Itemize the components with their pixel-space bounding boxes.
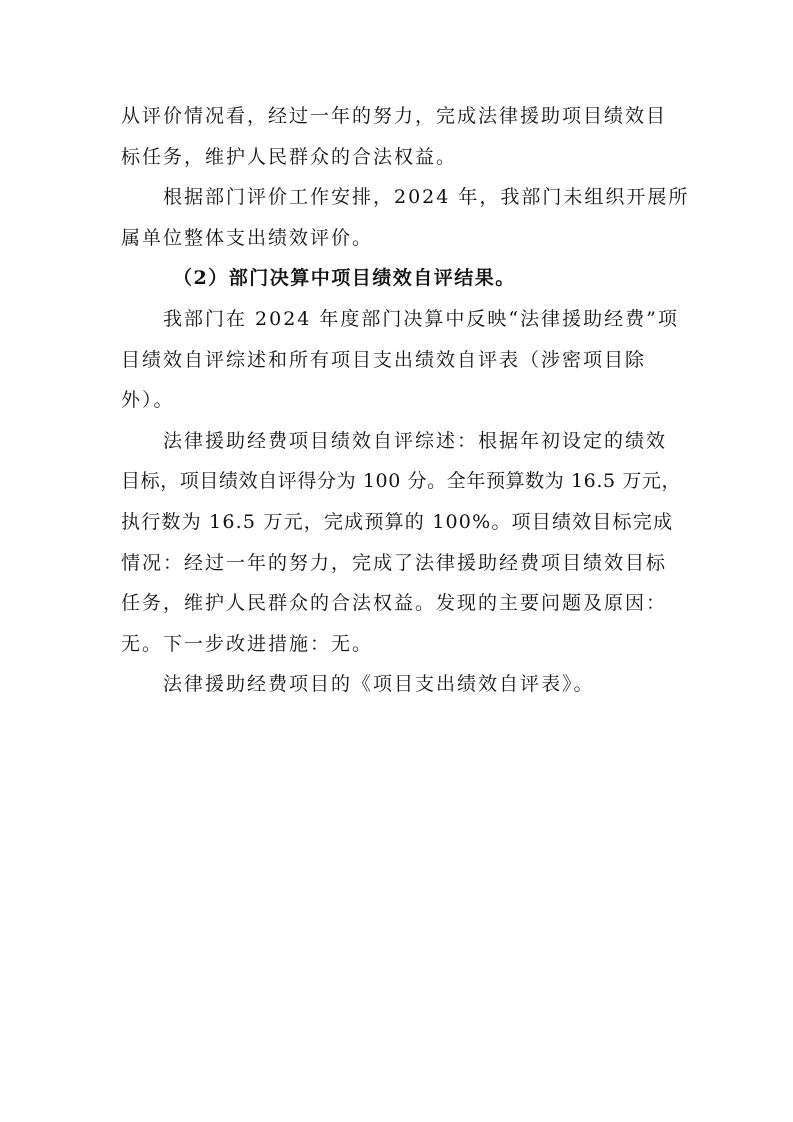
document-body	[121, 96, 690, 705]
text-line: 目绩效自评综述和所有项目支出绩效自评表（涉密项目除	[121, 348, 647, 371]
text-line: 目标，项目绩效自评得分为 100 分。全年预算数为 16.5 万元，	[121, 470, 682, 493]
section-heading-text: （2）部门决算中项目绩效自评结果。	[173, 267, 516, 290]
text-line: 无。下一步改进措施：无。	[121, 632, 374, 655]
text-line: 标任务，维护人民群众的合法权益。	[121, 145, 458, 168]
text-line: 我部门在 2024 年度部门决算中反映“法律援助经费”项	[163, 307, 679, 330]
paragraph-project-summary	[121, 299, 681, 421]
text-line: 根据部门评价工作安排，2024 年，我部门未组织开展所	[163, 186, 690, 209]
text-line: 执行数为 16.5 万元，完成预算的 100%。项目绩效目标完成	[121, 510, 674, 533]
text-line: 从评价情况看，经过一年的努力，完成法律援助项目绩效目	[121, 105, 668, 127]
text-line: 情况：经过一年的努力，完成了法律援助经费项目绩效目标	[121, 551, 668, 574]
paragraph-evaluation-result	[121, 96, 681, 177]
text-line: 法律援助经费项目绩效自评综述：根据年初设定的绩效	[163, 429, 668, 452]
paragraph-self-evaluation-table	[121, 664, 681, 705]
paragraph-unit-evaluation	[121, 177, 690, 258]
text-line: 任务，维护人民群众的合法权益。发现的主要问题及原因：	[121, 592, 668, 615]
text-line: 法律援助经费项目的《项目支出绩效自评表》。	[163, 673, 595, 696]
section-heading	[121, 258, 681, 299]
text-line: 外）。	[121, 389, 175, 412]
paragraph-legal-aid-review	[121, 421, 681, 665]
text-line: 属单位整体支出绩效评价。	[121, 226, 374, 249]
